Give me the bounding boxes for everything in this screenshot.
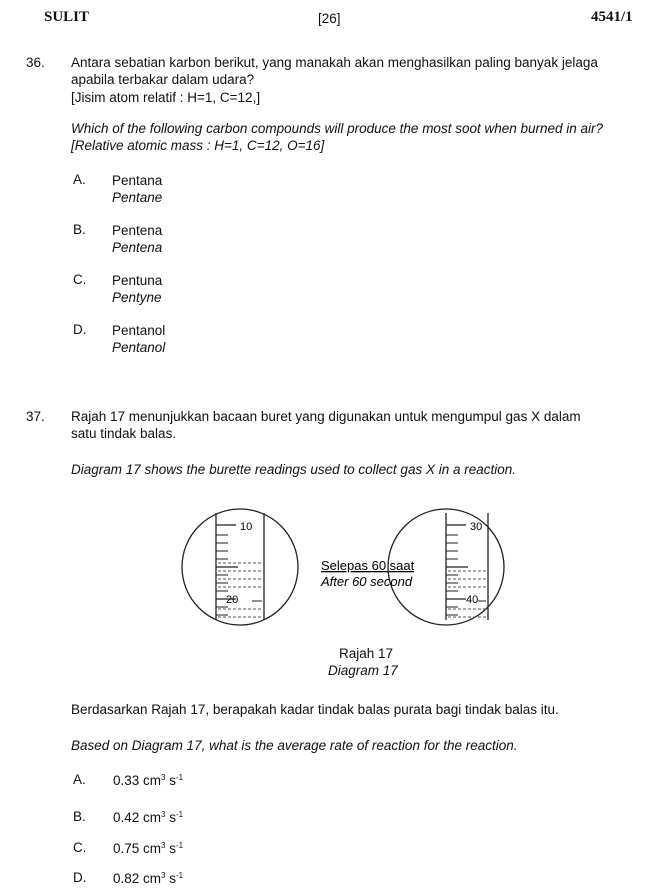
unit-s: s xyxy=(169,810,177,825)
question-ask-english: Based on Diagram 17, what is the average rate of reaction for the reaction. xyxy=(71,738,518,753)
question-text-malay: Antara sebatian karbon berikut, yang manakah akan menghasilkan paling banyak jelaga xyxy=(71,55,598,70)
header-sulit: SULIT xyxy=(44,9,90,25)
question-text-malay-cont: apabila terbakar dalam udara? xyxy=(71,72,255,87)
unit-s-exponent: -1 xyxy=(176,810,184,819)
diagram-caption-english: Diagram 17 xyxy=(328,663,398,678)
unit-s-exponent: -1 xyxy=(176,841,184,850)
initial-bottom-reading: 20 xyxy=(226,594,239,606)
question-text-malay: Rajah 17 menunjukkan bacaan buret yang digunakan untuk mengumpul gas X dalam xyxy=(71,409,581,424)
option-number: 0.42 xyxy=(113,810,140,825)
page-number: [26] xyxy=(318,11,341,26)
question-number: 36. xyxy=(26,55,45,70)
unit-s: s xyxy=(169,773,177,788)
option-letter: B. xyxy=(73,809,86,824)
unit-s-exponent: -1 xyxy=(176,871,184,880)
option-value xyxy=(113,840,183,857)
paper-code: 4541/1 xyxy=(591,9,633,25)
option-value xyxy=(113,772,183,789)
diagram-17 xyxy=(178,505,508,645)
final-bottom-reading: 40 xyxy=(466,594,479,606)
unit-cm-exponent: 3 xyxy=(161,871,166,880)
unit-cm: cm xyxy=(143,810,162,825)
option-number: 0.75 xyxy=(113,841,140,856)
relative-mass-note-english: [Relative atomic mass : H=1, C=12, O=16] xyxy=(71,138,325,153)
unit-cm-exponent: 3 xyxy=(161,810,166,819)
option-text-english: Pentyne xyxy=(112,290,162,305)
unit-s: s xyxy=(169,871,177,886)
option-letter: A. xyxy=(73,172,86,187)
unit-cm-exponent: 3 xyxy=(161,841,166,850)
option-value xyxy=(113,809,183,826)
option-text-malay: Pentanol xyxy=(112,323,166,338)
option-number: 0.82 xyxy=(113,871,140,886)
question-text-english: Which of the following carbon compounds will produce the most soot when burned in air? xyxy=(71,121,604,136)
unit-cm: cm xyxy=(143,841,162,856)
option-letter: D. xyxy=(73,870,87,885)
option-letter: C. xyxy=(73,840,87,855)
unit-cm: cm xyxy=(143,871,162,886)
diagram-caption-malay: Rajah 17 xyxy=(339,646,394,661)
question-text-english: Diagram 17 shows the burette readings used to collect gas X in a reaction. xyxy=(71,462,516,477)
option-letter: D. xyxy=(73,322,87,337)
option-text-english: Pentanol xyxy=(112,340,166,355)
question-ask-malay: Berdasarkan Rajah 17, berapakah kadar tindak balas purata bagi tindak balas itu. xyxy=(71,702,559,717)
initial-top-reading: 10 xyxy=(240,521,253,533)
option-text-english: Pentena xyxy=(112,240,163,255)
option-text-malay: Pentana xyxy=(112,173,163,188)
option-text-english: Pentane xyxy=(112,190,163,205)
option-letter: B. xyxy=(73,222,86,237)
after-time-label-malay: Selepas 60 saat xyxy=(321,558,415,573)
option-text-malay: Pentuna xyxy=(112,273,163,288)
unit-cm: cm xyxy=(143,773,162,788)
relative-mass-note-malay: [Jisim atom relatif : H=1, C=12,] xyxy=(71,90,261,105)
option-letter: C. xyxy=(73,272,87,287)
question-text-malay-cont: satu tindak balas. xyxy=(71,426,177,441)
final-top-reading: 30 xyxy=(470,521,483,533)
option-number: 0.33 xyxy=(113,773,140,788)
unit-cm-exponent: 3 xyxy=(161,773,166,782)
option-letter: A. xyxy=(73,772,86,787)
option-text-malay: Pentena xyxy=(112,223,163,238)
unit-s: s xyxy=(169,841,177,856)
unit-s-exponent: -1 xyxy=(176,773,184,782)
after-time-label-english: After 60 second xyxy=(321,574,413,589)
option-value xyxy=(113,870,183,887)
question-number: 37. xyxy=(26,409,45,424)
burette-initial xyxy=(182,509,298,625)
